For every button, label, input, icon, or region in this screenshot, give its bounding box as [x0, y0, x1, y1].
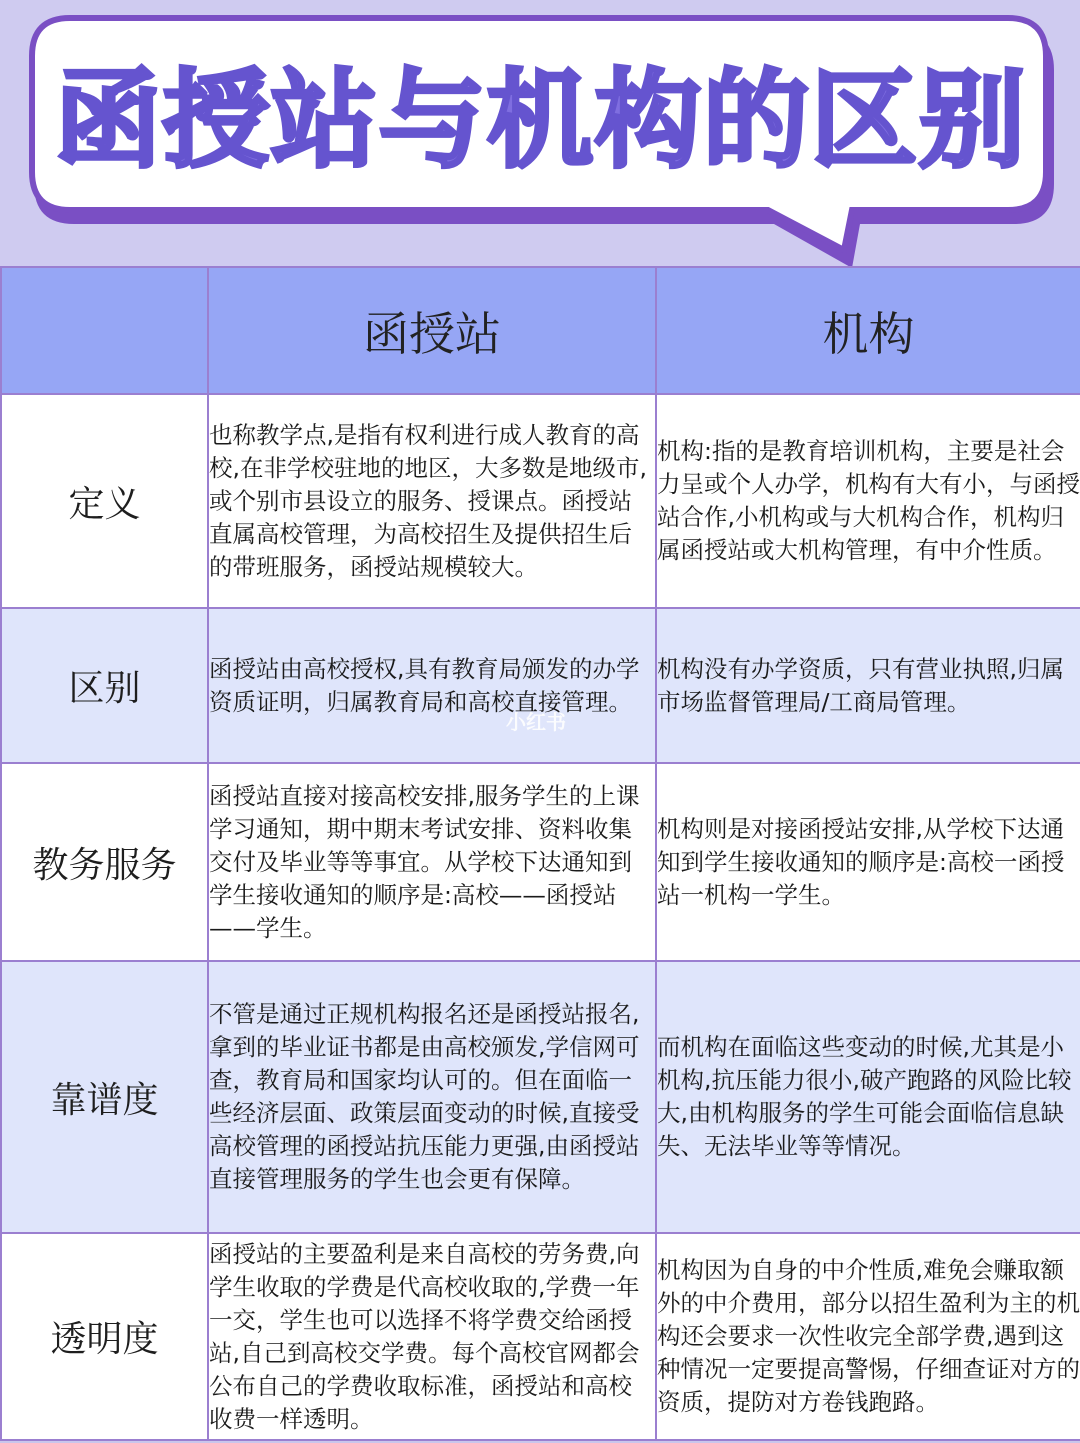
institution-cell: 而机构在面临这些变动的时候,尤其是小机构,抗压能力很小,破产跑路的风险比较大,由机构服务的学生可能会面临信息缺失、无法毕业等等情况。: [656, 961, 1080, 1233]
table-row: [1, 394, 1080, 608]
table-header-row: [1, 267, 1080, 394]
row-label: 靠谱度: [1, 961, 208, 1233]
station-cell: 也称教学点,是指有权利进行成人教育的高校,在非学校驻地的地区，大多数是地级市,或个别市县设立的服务、授课点。函授站直属高校管理，为高校招生及提供招生后的带班服务，函授站规模较大。: [208, 394, 656, 608]
institution-cell: 机构因为自身的中介性质,难免会赚取额外的中介费用，部分以招生盈利为主的机构还会要求一次性收完全部学费,遇到这种情况一定要提高警惕，仔细查证对方的资质，提防对方卷钱跑路。: [656, 1233, 1080, 1440]
row-label: 定义: [1, 394, 208, 608]
station-cell: 函授站直接对接高校安排,服务学生的上课学习通知，期中期末考试安排、资料收集交付及毕业等等事宜。从学校下达通知到学生接收通知的顺序是:高校——函授站——学生。: [208, 763, 656, 961]
table-row: [1, 763, 1080, 961]
station-cell: 函授站的主要盈利是来自高校的劳务费,向学生收取的学费是代高校收取的,学费一年一交，学生也可以选择不将学费交给函授站,自己到高校交学费。每个高校官网都会公布自己的学费收取标准，函授站和高校收费一样透明。: [208, 1233, 656, 1440]
watermark-logo: 小红书: [506, 710, 566, 734]
comparison-table: [0, 266, 1080, 1441]
row-label: 透明度: [1, 1233, 208, 1440]
row-label: 区别: [1, 608, 208, 763]
header-cell-institution: 机构: [656, 267, 1080, 394]
header-banner: [0, 0, 1080, 268]
station-cell: 函授站由高校授权,具有教育局颁发的办学资质证明，归属教育局和高校直接管理。: [208, 608, 656, 763]
institution-cell: 机构:指的是教育培训机构，主要是社会力呈或个人办学，机构有大有小，与函授站合作,小机构或与大机构合作，机构归属函授站或大机构管理，有中介性质。: [656, 394, 1080, 608]
institution-cell: 机构没有办学资质，只有营业执照,归属市场监督管理局/工商局管理。: [656, 608, 1080, 763]
header-cell-empty: [1, 267, 208, 394]
header-cell-station: 函授站: [208, 267, 656, 394]
table-row: [1, 608, 1080, 763]
row-label: 教务服务: [1, 763, 208, 961]
station-cell: 不管是通过正规机构报名还是函授站报名,拿到的毕业证书都是由高校颁发,学信网可查，教育局和国家均认可的。但在面临一些经济层面、政策层面变动的时候,直接受高校管理的函授站抗压能力更强,由函授站直接管理服务的学生也会更有保障。: [208, 961, 656, 1233]
table-row: [1, 1233, 1080, 1440]
table-row: [1, 961, 1080, 1233]
institution-cell: 机构则是对接函授站安排,从学校下达通知到学生接收通知的顺序是:高校一函授站一机构一学生。: [656, 763, 1080, 961]
page-title: 函授站与机构的区别: [55, 59, 1027, 182]
